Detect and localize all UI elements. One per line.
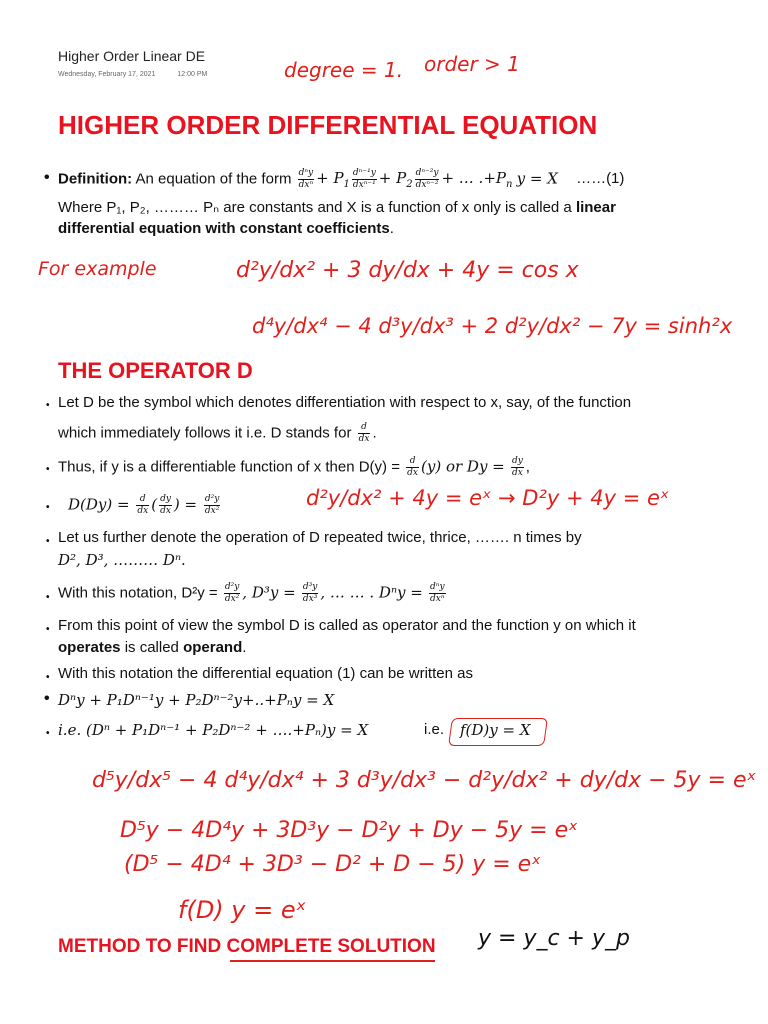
method-underlined: COMPLETE SOLUTION [226, 936, 436, 957]
note-meta [58, 71, 227, 78]
handwritten-underline [230, 960, 435, 962]
operator-heading: THE OPERATOR D [58, 358, 253, 383]
operator-p1: Let D be the symbol which denotes differentiation with respect to x, say, of the function [58, 394, 632, 411]
operator-p1b: which immediately follows it i.e. D stands for [58, 424, 352, 442]
operator-p1b-line: which immediately follows it i.e. D stands for $\frac{d}{dx}$ . [58, 422, 377, 444]
operator-p3: D(Dy) = $\frac{d}{dx}$ ( $\frac{dy}{dx}$ ) = $\frac{\text{d²y}}{\text{dx²}}$ [68, 494, 220, 516]
operator-p7: With this notation the differential equation (1) can be written as [58, 665, 473, 682]
operator-p3-text: D(Dy) = [68, 495, 130, 514]
definition-text: An equation of the form [135, 170, 292, 188]
operator-p2a: Thus, if y is a differentiable function of x then D(y) = [58, 458, 400, 476]
bullet: • [46, 400, 50, 411]
equation-number: ……(1) [576, 170, 625, 188]
fraction: $\frac{\text{dⁿy}}{\text{dxⁿ}}$ [430, 582, 445, 604]
example-1: d²y/dx² + 3 dy/dx + 4y = cos x [236, 258, 579, 283]
operator-p2: Thus, if y is a differentiable function of x then D(y) = $\frac{d}{dx}$ (y) or Dy = $\frac{dy}{dx}$ , [58, 456, 530, 478]
operator-p2b: (y) or Dy = [421, 457, 505, 476]
operator-p9c: f(D)y = X [460, 721, 531, 739]
operator-p9b: i.e. [424, 721, 445, 738]
definition-line: Definition: An equation of the form $\frac{\text{dⁿy}}{\text{dxⁿ}}$ + $P_1$ $\frac{\text{dⁿ⁻¹y}}{\text{dxⁿ⁻¹}}$ + $P_2$ $\frac{\text{dⁿ⁻²y}}{\text{dxⁿ⁻²}}$ + … $.+P_n$ y = X ……(1) [58, 168, 625, 191]
fraction: $\frac{d}{dx}$ [358, 422, 370, 444]
bullet: • [46, 464, 50, 475]
operator-p4a: Let us further denote the operation of D repeated twice, thrice, ……. n times by [58, 529, 582, 546]
operator-p5-text: With this notation, D²y = [58, 584, 218, 602]
operator-p5: With this notation, D²y = $\frac{\text{d²y}}{\text{dx²}}$ , D³y = $\frac{\text{d³y}}{\text{dx³}}$ , … … . Dⁿy = $\frac{\text{dⁿy}}{\text{dxⁿ}}$ [58, 582, 445, 604]
example-2: d⁴y/dx⁴ − 4 d³y/dx³ + 2 d²y/dx² − 7y = sinh²x [252, 314, 733, 338]
note-time: 12:00 PM [177, 71, 208, 78]
operator-p6a: From this point of view the symbol D is called as operator and the function y on which it [58, 617, 636, 634]
definition-eq-end: y = X [516, 169, 558, 188]
fraction: $\frac{\text{dⁿ⁻¹y}}{\text{dxⁿ⁻¹}}$ [352, 168, 376, 190]
order-annotation: order > 1 [424, 52, 520, 76]
bullet: • [44, 169, 50, 186]
operator-p9: i.e. (Dⁿ + P₁Dⁿ⁻¹ + P₂Dⁿ⁻² + ….+Pₙ)y = X [58, 721, 369, 739]
fraction: $\frac{\text{dⁿy}}{\text{dxⁿ}}$ [298, 168, 314, 190]
method-heading [58, 936, 436, 958]
bullet: • [46, 502, 50, 513]
fraction: $\frac{d}{dx}$ [407, 456, 418, 478]
operator-p4b: D², D³, ……… Dⁿ. [58, 551, 186, 569]
operator-p6b-line: operates is called operand. [58, 639, 247, 656]
operator-p6b: is called [124, 639, 179, 656]
solution-annotation: y = y_c + y_p [478, 926, 630, 951]
definition-bold1: linear [575, 199, 616, 216]
period: . [389, 220, 394, 237]
fraction: $\frac{dy}{dx}$ [511, 456, 523, 478]
fraction: $\frac{\text{d³y}}{\text{dx³}}$ [302, 582, 318, 604]
example-4-line-3: (D⁵ − 4D⁴ + 3D³ − D² + D − 5) y = eˣ [124, 852, 541, 877]
example-4-line-1: d⁵y/dx⁵ − 4 d⁴y/dx⁴ + 3 d³y/dx³ − d²y/dx² + dy/dx − 5y = eˣ [92, 768, 757, 793]
definition-where-text: Where P₁, P₂, ……… Pₙ are constants and X is a function of x only is called a [58, 199, 572, 216]
bullet: • [46, 592, 50, 603]
definition-bold2: differential equation with constant coefficients [58, 220, 390, 237]
bullet: • [46, 728, 50, 739]
bullet: • [46, 672, 50, 683]
operator-bold-operates: operates [58, 639, 121, 656]
note-date: Wednesday, February 17, 2021 [58, 71, 156, 78]
bullet: • [46, 624, 50, 635]
method-prefix: METHOD TO FIND [58, 936, 227, 957]
operator-bold-operand: operand [183, 639, 243, 656]
example-4-line-4: f(D) y = eˣ [178, 896, 307, 924]
example-3: d²y/dx² + 4y = eˣ → D²y + 4y = eˣ [306, 486, 670, 510]
degree-annotation: degree = 1. [284, 58, 404, 82]
fraction: $\frac{\text{dⁿ⁻²y}}{\text{dxⁿ⁻²}}$ [415, 168, 439, 190]
fraction: $\frac{dy}{dx}$ [160, 494, 171, 516]
bullet: • [44, 690, 50, 707]
fraction: $\frac{d}{dx}$ [137, 494, 149, 516]
bullet: • [46, 536, 50, 547]
main-heading: HIGHER ORDER DIFFERENTIAL EQUATION [58, 110, 598, 140]
definition-where [58, 198, 616, 216]
highlight-box [448, 718, 548, 746]
note-title: Higher Order Linear DE [58, 48, 206, 64]
definition-where-2 [58, 220, 394, 237]
for-example-annotation: For example [38, 258, 157, 280]
fraction: $\frac{\text{d²y}}{\text{dx²}}$ [204, 494, 220, 516]
example-4-line-2: D⁵y − 4D⁴y + 3D³y − D²y + Dy − 5y = eˣ [120, 818, 578, 843]
fraction: $\frac{\text{d²y}}{\text{dx²}}$ [224, 582, 240, 604]
operator-p8: Dⁿy + P₁Dⁿ⁻¹y + P₂Dⁿ⁻²y+..+Pₙy = X [58, 691, 335, 709]
definition-label: Definition: [58, 170, 133, 188]
